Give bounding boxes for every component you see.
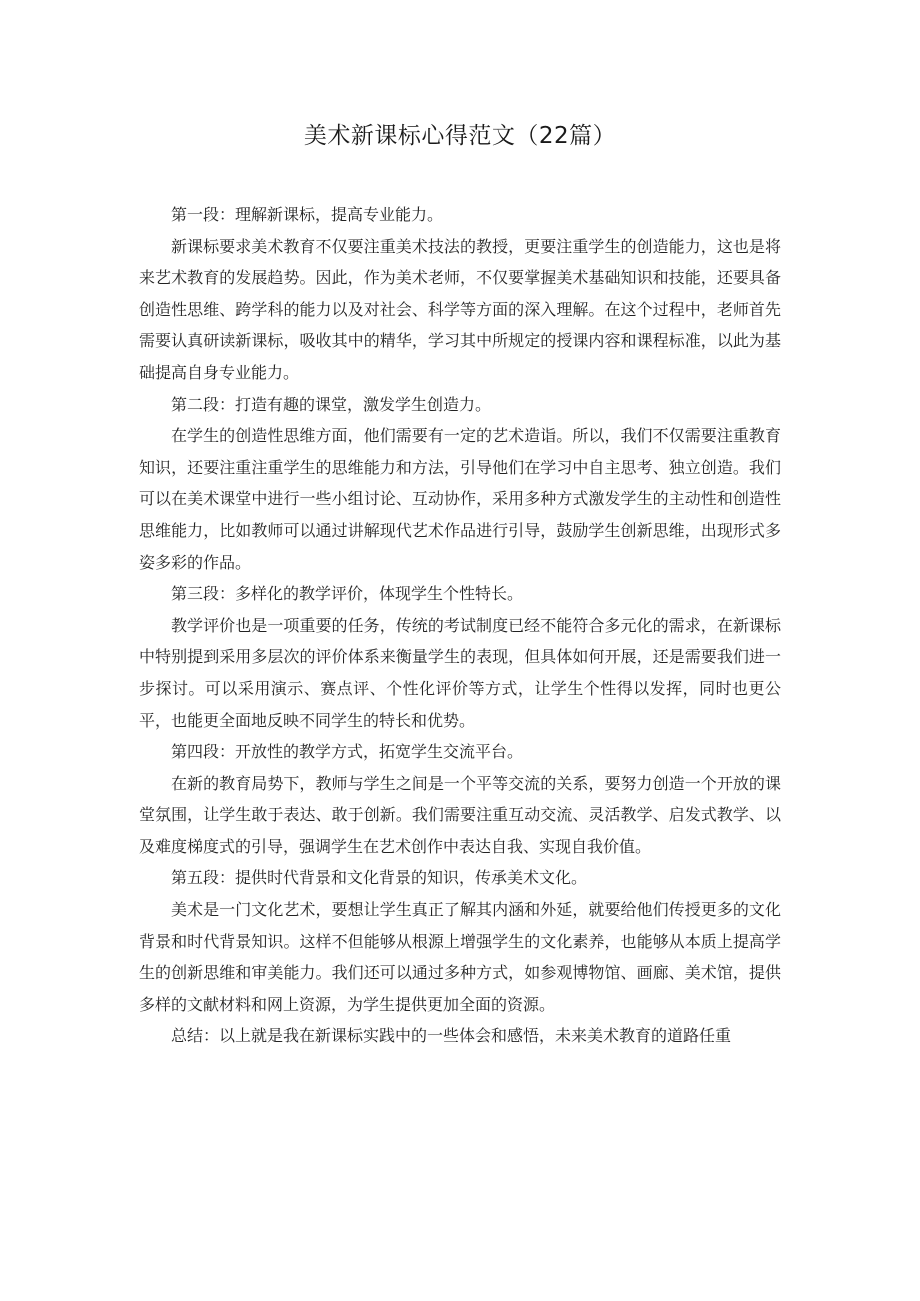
- paragraph-4: 在新的教育局势下，教师与学生之间是一个平等交流的关系，要努力创造一个开放的课堂氛围，让学生敢于表达、敢于创新。我们需要注重互动交流、灵活教学、启发式教学、以及难度梯度式的引导，强调学生在艺术创作中表达自我、实现自我价值。: [139, 773, 781, 856]
- document-body: [139, 199, 781, 1052]
- paragraph-5: 美术是一门文化艺术，要想让学生真正了解其内涵和外延，就要给他们传授更多的文化背景和时代背景知识。这样不但能够从根源上增强学生的文化素养，也能够从本质上提高学生的创新思维和审美能力。我们还可以通过多种方式，如参观博物馆、画廊、美术馆，提供多样的文献材料和网上资源，为学生提供更加全面的资源。: [139, 900, 781, 1014]
- summary-paragraph: 总结：以上就是我在新课标实践中的一些体会和感悟，未来美术教育的道路任重: [171, 1026, 732, 1046]
- document-title: 美术新课标心得范文（22篇）: [303, 123, 617, 149]
- section-heading-5: 第五段：提供时代背景和文化背景的知识，传承美术文化。: [171, 868, 588, 888]
- section-heading-1: 第一段：理解新课标，提高专业能力。: [171, 205, 444, 224]
- section-heading-3: 第三段：多样化的教学评价，体现学生个性特长。: [171, 584, 524, 604]
- section-heading-2: 第二段：打造有趣的课堂，激发学生创造力。: [171, 394, 492, 414]
- paragraph-3: 教学评价也是一项重要的任务，传统的考试制度已经不能符合多元化的需求，在新课标中特别提到采用多层次的评价体系来衡量学生的表现，但具体如何开展，还是需要我们进一步探讨。可以采用演示、赛点评、个性化评价等方式，让学生个性得以发挥，同时也更公平，也能更全面地反映不同学生的特长和优势。: [139, 615, 781, 730]
- paragraph-2: 在学生的创造性思维方面，他们需要有一定的艺术造诣。所以，我们不仅需要注重教育知识，还要注重注重学生的思维能力和方法，引导他们在学习中自主思考、独立创造。我们可以在美术课堂中进行一些小组讨论、互动协作，采用多种方式激发学生的主动性和创造性思维能力，比如教师可以通过讲解现代艺术作品进行引导，鼓励学生创新思维，出现形式多姿多彩的作品。: [139, 426, 781, 572]
- section-heading-4: 第四段：开放性的教学方式，拓宽学生交流平台。: [171, 742, 524, 762]
- paragraph-1: 新课标要求美术教育不仅要注重美术技法的教授，更要注重学生的创造能力，这也是将来艺术教育的发展趋势。因此，作为美术老师，不仅要掌握美术基础知识和技能，还要具备创造性思维、跨学科的能力以及对社会、科学等方面的深入理解。在这个过程中，老师首先需要认真研读新课标，吸收其中的精华，学习其中所规定的授课内容和课程标准，以此为基础提高自身专业能力。: [139, 236, 781, 382]
